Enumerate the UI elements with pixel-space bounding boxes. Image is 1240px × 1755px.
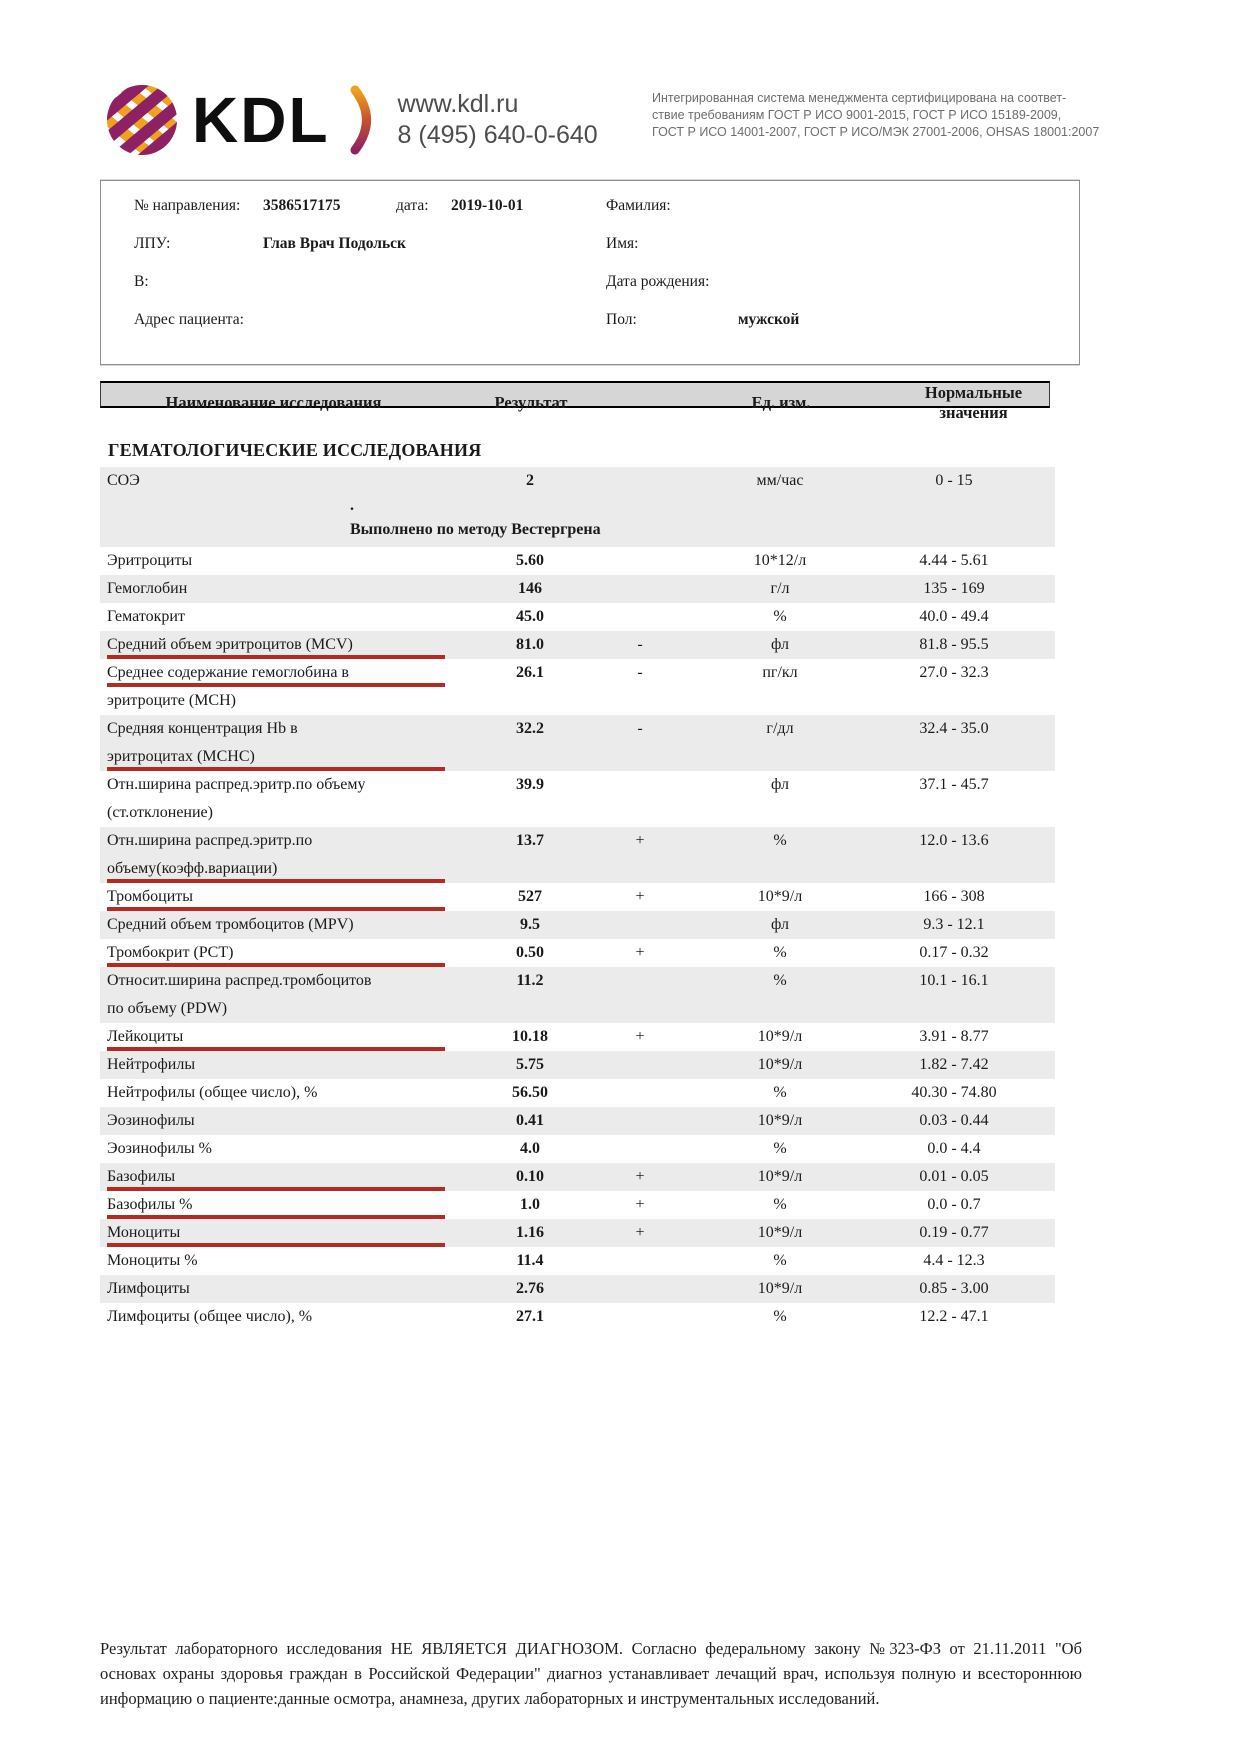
table-row-grid xyxy=(100,1051,1055,1079)
website-link[interactable]: www.kdl.ru xyxy=(397,90,519,118)
table-row-grid xyxy=(100,603,1055,631)
table-row xyxy=(100,827,1055,883)
result-cell: 10.18 xyxy=(512,1028,548,1045)
result-cell: 2.76 xyxy=(516,1280,544,1297)
kdl-wordmark: KDL xyxy=(192,84,330,156)
table-row xyxy=(100,939,1055,967)
kdl-logo-group xyxy=(106,82,598,158)
test-name-line: Моноциты % xyxy=(107,1252,198,1269)
result-cell: 2 xyxy=(526,472,534,489)
phone-number: 8 (495) 640-0-640 xyxy=(397,121,598,149)
result-cell: 9.5 xyxy=(520,916,540,933)
test-name-line: Отн.ширина распред.эритр.по xyxy=(107,832,313,849)
test-name-line: Среднее содержание гемоглобина в xyxy=(107,659,445,687)
table-row xyxy=(100,1079,1055,1107)
test-name-line: Лимфоциты xyxy=(107,1280,190,1297)
result-cell: 32.2 xyxy=(516,720,544,737)
test-name-line: Относит.ширина распред.тромбоцитов xyxy=(107,972,372,989)
direction-number-value: 3586517175 xyxy=(263,197,341,214)
test-name-cell xyxy=(100,1275,445,1303)
range-cell: 4.4 - 12.3 xyxy=(923,1252,985,1269)
table-row xyxy=(100,1135,1055,1163)
result-cell: 39.9 xyxy=(516,776,544,793)
test-name-cell xyxy=(100,659,445,715)
unit-cell: 10*9/л xyxy=(757,1224,803,1241)
date-value: 2019-10-01 xyxy=(451,197,524,214)
unit-cell: 10*9/л xyxy=(757,888,803,905)
table-row-grid xyxy=(100,631,1055,659)
patient-info-row xyxy=(134,273,1079,311)
test-name-cell xyxy=(100,1079,445,1107)
result-cell: 1.16 xyxy=(516,1224,544,1241)
unit-cell: % xyxy=(773,944,787,961)
table-row xyxy=(100,631,1055,659)
column-header-normal-range: Нормальные значения xyxy=(924,383,1023,422)
unit-cell: фл xyxy=(771,776,789,793)
test-name-cell xyxy=(100,1247,445,1275)
table-row-grid xyxy=(100,1023,1055,1051)
range-cell: 81.8 - 95.5 xyxy=(919,636,989,653)
range-cell: 9.3 - 12.1 xyxy=(923,916,985,933)
result-cell: 13.7 xyxy=(516,832,544,849)
result-cell: 11.4 xyxy=(516,1252,544,1269)
result-cell: 5.60 xyxy=(516,552,544,569)
patient-address-label: Адрес пациента: xyxy=(134,311,244,328)
test-name-line: Моноциты xyxy=(107,1219,445,1247)
unit-cell: % xyxy=(773,1196,787,1213)
birthdate-label: Дата рождения: xyxy=(606,273,710,290)
range-cell: 0 - 15 xyxy=(935,472,973,489)
test-name-line: Эритроциты xyxy=(107,552,193,569)
column-header-result: Результат xyxy=(494,393,568,412)
table-row-grid xyxy=(100,1079,1055,1107)
flag-cell: - xyxy=(637,720,643,737)
result-cell: 56.50 xyxy=(512,1084,548,1101)
test-name-cell xyxy=(100,967,445,1023)
test-name-cell xyxy=(100,715,445,771)
test-name-line: Средний объем тромбоцитов (MPV) xyxy=(107,916,354,933)
range-cell: 0.03 - 0.44 xyxy=(919,1112,989,1129)
section-title-hematology: ГЕМАТОЛОГИЧЕСКИЕ ИССЛЕДОВАНИЯ xyxy=(108,440,482,460)
range-cell: 4.44 - 5.61 xyxy=(919,552,989,569)
table-row xyxy=(100,715,1055,771)
unit-cell: % xyxy=(773,832,787,849)
table-row xyxy=(100,575,1055,603)
kdl-sphere-logo-icon xyxy=(106,84,178,156)
unit-cell: 10*9/л xyxy=(757,1168,803,1185)
range-cell: 0.0 - 0.7 xyxy=(927,1196,981,1213)
unit-cell: фл xyxy=(771,916,789,933)
results-table-header xyxy=(100,381,1050,422)
table-row xyxy=(100,883,1055,911)
test-name-cell xyxy=(100,1219,445,1247)
flag-cell: + xyxy=(635,832,645,849)
unit-cell: % xyxy=(773,1308,787,1325)
result-cell: 45.0 xyxy=(516,608,544,625)
table-row-grid xyxy=(100,967,1055,1023)
test-name-line: Базофилы xyxy=(107,1163,445,1191)
table-row xyxy=(100,1219,1055,1247)
test-name-line: Отн.ширина распред.эритр.по объему xyxy=(107,776,366,793)
flag-cell: + xyxy=(635,1028,645,1045)
test-name-line: (ст.отклонение) xyxy=(107,804,213,821)
test-name-line: Лейкоциты xyxy=(107,1023,445,1051)
table-row xyxy=(100,771,1055,827)
method-note: Выполнено по методу Вестергрена xyxy=(350,521,601,538)
table-row xyxy=(100,1051,1055,1079)
table-row-grid xyxy=(100,1303,1055,1331)
table-row-grid xyxy=(100,1163,1055,1191)
table-row xyxy=(100,603,1055,631)
range-cell: 0.17 - 0.32 xyxy=(919,944,989,961)
results-table-body xyxy=(100,467,1055,1331)
test-name-cell xyxy=(100,883,445,911)
unit-cell: 10*12/л xyxy=(753,552,807,569)
flag-cell: + xyxy=(635,888,645,905)
unit-cell: 10*9/л xyxy=(757,1280,803,1297)
range-cell: 166 - 308 xyxy=(923,888,985,905)
flag-cell: - xyxy=(637,664,643,681)
table-row-grid xyxy=(100,771,1055,827)
test-name-line: эритроците (MCH) xyxy=(107,692,236,709)
range-cell: 0.01 - 0.05 xyxy=(919,1168,989,1185)
test-name-line: Средний объем эритроцитов (MCV) xyxy=(107,631,445,659)
test-name-line: Средняя концентрация Hb в xyxy=(107,720,298,737)
result-cell: 11.2 xyxy=(516,972,544,989)
table-row-grid xyxy=(100,1135,1055,1163)
unit-cell: мм/час xyxy=(756,472,804,489)
table-row-grid xyxy=(100,827,1055,883)
range-cell: 37.1 - 45.7 xyxy=(919,776,989,793)
unit-cell: 10*9/л xyxy=(757,1112,803,1129)
patient-info-box xyxy=(100,180,1080,365)
unit-cell: пг/кл xyxy=(762,664,798,681)
table-row xyxy=(100,1275,1055,1303)
range-cell: 1.82 - 7.42 xyxy=(919,1056,989,1073)
lpu-value: Глав Врач Подольск xyxy=(263,235,406,252)
test-name-line: Эозинофилы % xyxy=(107,1140,212,1157)
unit-cell: % xyxy=(773,1084,787,1101)
patient-info-row xyxy=(134,235,1079,273)
result-cell: 81.0 xyxy=(516,636,544,653)
test-name-cell xyxy=(100,827,445,883)
brand-header xyxy=(0,0,1240,158)
table-row-grid xyxy=(100,939,1055,967)
test-name-line: Базофилы % xyxy=(107,1191,445,1219)
unit-cell: 10*9/л xyxy=(757,1028,803,1045)
test-name-cell xyxy=(100,603,445,631)
range-cell: 27.0 - 32.3 xyxy=(919,664,989,681)
table-row-grid xyxy=(100,1275,1055,1303)
range-cell: 40.30 - 74.80 xyxy=(911,1084,997,1101)
unit-cell: г/л xyxy=(770,580,790,597)
sex-value: мужской xyxy=(738,311,800,328)
firstname-label: Имя: xyxy=(606,235,639,252)
certification-line: Интегрированная система менеджмента сертифицирована на соответ- xyxy=(652,91,1067,105)
table-row-grid xyxy=(100,575,1055,603)
table-row-grid xyxy=(100,883,1055,911)
column-header-unit: Ед. изм. xyxy=(751,393,811,412)
test-name-cell xyxy=(100,1107,445,1135)
result-cell: 527 xyxy=(518,888,542,905)
unit-cell: г/дл xyxy=(766,720,794,737)
result-cell: 0.10 xyxy=(516,1168,544,1185)
test-name-line: Нейтрофилы xyxy=(107,1056,196,1073)
certification-text xyxy=(652,90,1130,141)
result-cell: 0.41 xyxy=(516,1112,544,1129)
flag-cell: + xyxy=(635,1196,645,1213)
unit-cell: % xyxy=(773,1140,787,1157)
test-name-cell xyxy=(100,1051,445,1079)
test-name-cell xyxy=(100,631,445,659)
test-name-line: по объему (PDW) xyxy=(107,1000,228,1017)
range-cell: 32.4 - 35.0 xyxy=(919,720,989,737)
patient-info-row xyxy=(134,311,1079,349)
unit-cell: 10*9/л xyxy=(757,1056,803,1073)
table-row-grid xyxy=(100,911,1055,939)
table-row xyxy=(100,1163,1055,1191)
flag-cell: + xyxy=(635,1224,645,1241)
range-cell: 10.1 - 16.1 xyxy=(919,972,989,989)
table-row xyxy=(100,1303,1055,1331)
test-name-line: Тромбокрит (PCT) xyxy=(107,939,445,967)
table-row xyxy=(100,1023,1055,1051)
result-cell: 26.1 xyxy=(516,664,544,681)
result-cell: 0.50 xyxy=(516,944,544,961)
table-row-grid xyxy=(100,547,1055,575)
range-cell: 0.85 - 3.00 xyxy=(919,1280,989,1297)
test-name-line: Эозинофилы xyxy=(107,1112,195,1129)
unit-cell: % xyxy=(773,972,787,989)
test-name-cell xyxy=(100,547,445,575)
test-name-line: объему(коэфф.вариации) xyxy=(107,855,445,883)
result-cell: 27.1 xyxy=(516,1308,544,1325)
table-row xyxy=(100,1247,1055,1275)
test-name-cell xyxy=(100,575,445,603)
certification-line: ГОСТ Р ИСО 14001-2007, ГОСТ Р ИСО/МЭК 27001-2006, OHSAS 18001:2007 xyxy=(652,125,1100,139)
table-row xyxy=(100,547,1055,575)
date-label: дата: xyxy=(396,197,429,214)
result-cell: 5.75 xyxy=(516,1056,544,1073)
unit-cell: фл xyxy=(771,636,789,653)
test-name-line: Тромбоциты xyxy=(107,883,445,911)
sex-label: Пол: xyxy=(606,311,637,328)
table-row xyxy=(100,467,1055,547)
test-name-cell xyxy=(100,1135,445,1163)
swoosh-separator-icon xyxy=(348,82,382,158)
range-cell: 0.19 - 0.77 xyxy=(919,1224,989,1241)
test-name-cell xyxy=(100,1163,445,1191)
lpu-label: ЛПУ: xyxy=(134,235,171,252)
flag-cell: + xyxy=(635,944,645,961)
method-note-dot: . xyxy=(350,497,354,514)
doctor-label: В: xyxy=(134,273,149,290)
table-row-grid xyxy=(100,659,1055,715)
table-row xyxy=(100,911,1055,939)
table-row-grid xyxy=(100,1191,1055,1219)
table-row-grid xyxy=(100,467,1055,495)
test-name-line: Лимфоциты (общее число), % xyxy=(107,1308,313,1325)
test-name-line: СОЭ xyxy=(107,472,140,489)
unit-cell: % xyxy=(773,608,787,625)
range-cell: 0.0 - 4.4 xyxy=(927,1140,981,1157)
flag-cell: - xyxy=(637,636,643,653)
unit-cell: % xyxy=(773,1252,787,1269)
table-row xyxy=(100,1107,1055,1135)
range-cell: 12.2 - 47.1 xyxy=(919,1308,989,1325)
test-name-line: эритроцитах (MCHC) xyxy=(107,743,445,771)
column-header-test-name: Наименование исследования xyxy=(165,393,382,412)
table-row-grid xyxy=(100,1107,1055,1135)
test-name-line: Нейтрофилы (общее число), % xyxy=(107,1084,318,1101)
range-cell: 135 - 169 xyxy=(923,580,985,597)
result-cell: 4.0 xyxy=(520,1140,540,1157)
table-row-grid xyxy=(100,1247,1055,1275)
result-cell: 146 xyxy=(518,580,542,597)
patient-info-row xyxy=(134,197,1079,235)
surname-label: Фамилия: xyxy=(606,197,671,214)
test-name-cell xyxy=(100,771,445,827)
flag-cell: + xyxy=(635,1168,645,1185)
table-row xyxy=(100,1191,1055,1219)
test-name-cell xyxy=(100,1023,445,1051)
test-name-cell xyxy=(100,1303,445,1331)
contacts-block xyxy=(398,89,598,151)
test-name-line: Гемоглобин xyxy=(107,580,188,597)
certification-line: ствие требованиям ГОСТ Р ИСО 9001-2015, ГОСТ Р ИСО 15189-2009, xyxy=(652,108,1062,122)
table-row-grid xyxy=(100,715,1055,771)
test-name-cell xyxy=(100,467,445,495)
test-name-cell xyxy=(100,1191,445,1219)
result-cell: 1.0 xyxy=(520,1196,540,1213)
range-cell: 40.0 - 49.4 xyxy=(919,608,989,625)
range-cell: 12.0 - 13.6 xyxy=(919,832,989,849)
direction-number-label: № направления: xyxy=(134,197,241,214)
test-name-line: Гематокрит xyxy=(107,608,185,625)
table-row xyxy=(100,967,1055,1023)
test-name-cell xyxy=(100,911,445,939)
table-row xyxy=(100,659,1055,715)
test-name-cell xyxy=(100,939,445,967)
table-row-grid xyxy=(100,1219,1055,1247)
range-cell: 3.91 - 8.77 xyxy=(919,1028,989,1045)
disclaimer-text: Результат лабораторного исследования НЕ ЯВЛЯЕТСЯ ДИАГНОЗОМ. Согласно федеральному закону №323-ФЗ от 21.11.2011 "Об основах охраны здоровья граждан в Российской Федерации" диагноз устанавливает лечащий врач, используя полную и всестороннюю информацию о пациенте:данные осмотра, анамнеза, других лабораторных и инструментальных исследований. xyxy=(100,1639,1082,1708)
